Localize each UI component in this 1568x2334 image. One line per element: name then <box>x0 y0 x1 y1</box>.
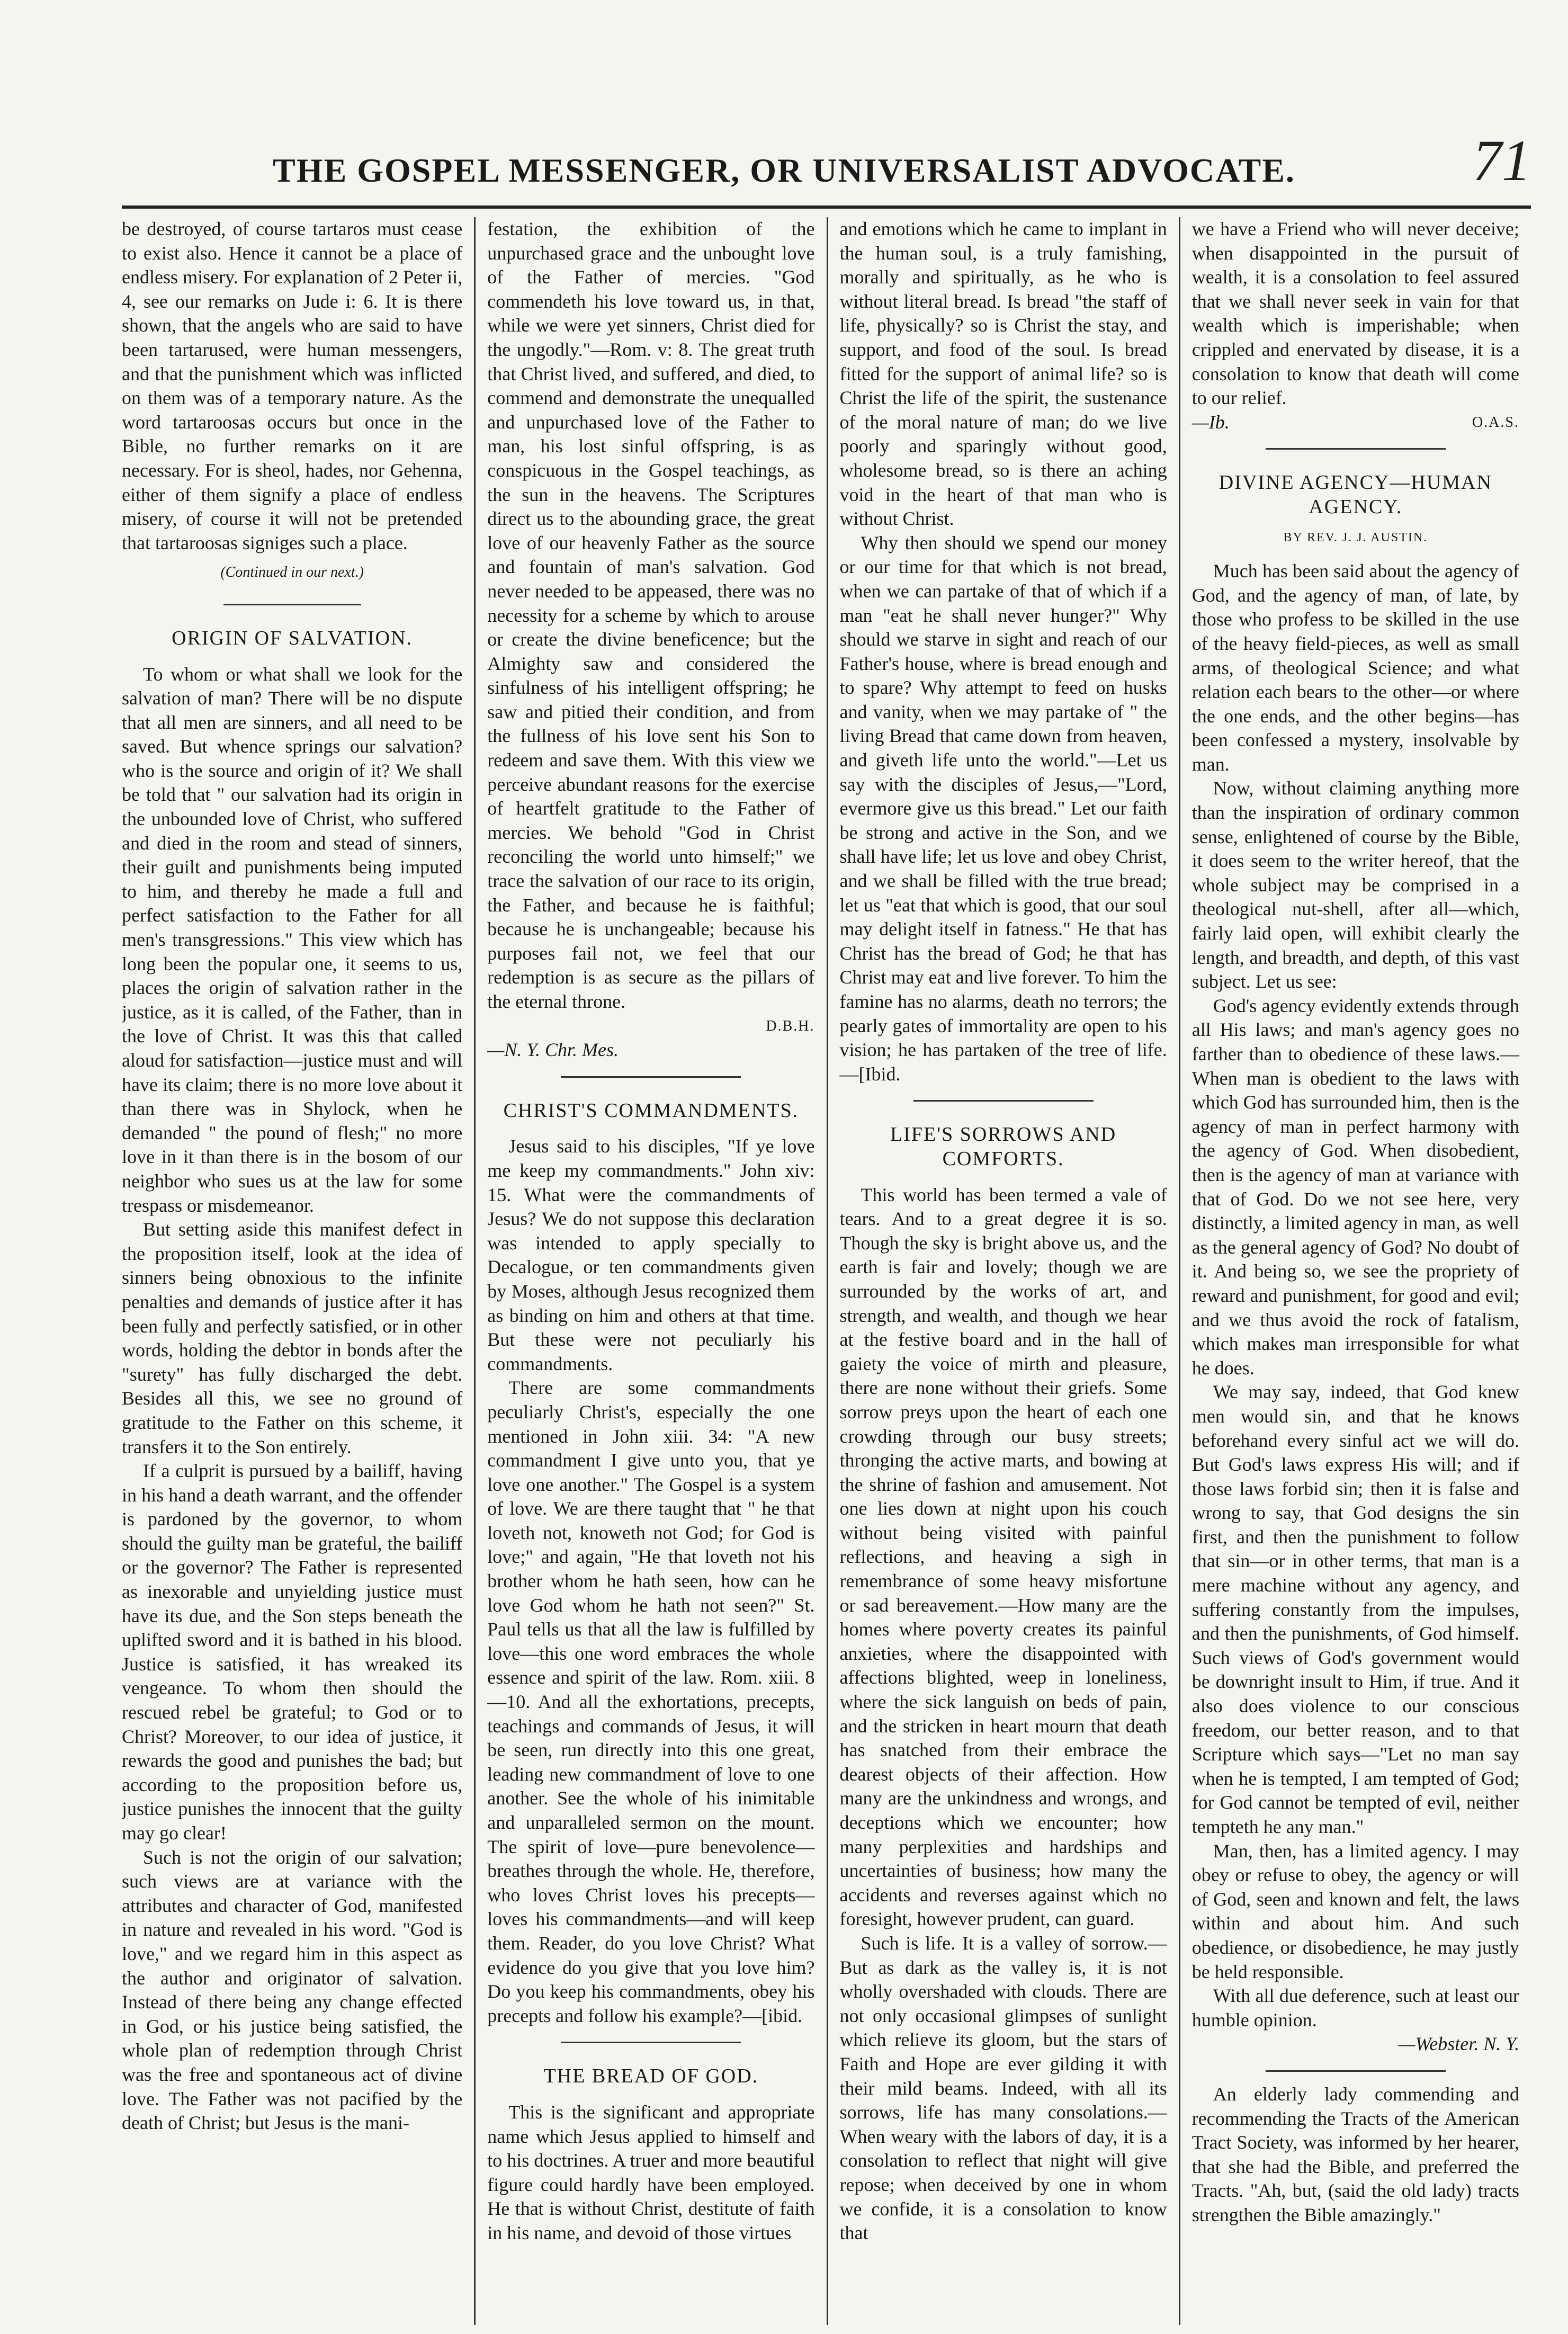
section-divider <box>1266 2070 1446 2072</box>
paragraph: Why then should we spend our money or our time for that which is not bread, when we can partake of that of which if a man "eat he shall never hunger?" Why should we starve in sight and reach of our Father's house, where is bread enough and to spare? Why attempt to feed on husks and vanity, when we may partake of " the living Bread that came down from heaven, and giveth life unto the world."—Let us say with the disciples of Jesus,—"Lord, evermore give us this bread." Let our faith be strong and active in the Son, and we shall have life; let us love and obey Christ, and we shall be filled with the true bread; let us "eat that which is good, that our soul may delight itself in fatness." He that has Christ has the bread of God; he that has Christ may eat and live forever. To him the famine has no alarms, death no terrors; the pearly gates of immortality are open to his vision; he has partaken of the tree of life.—[Ibid. <box>839 532 1167 1085</box>
heading-lifes-sorrows: LIFE'S SORROWS AND COMFORTS. <box>890 1123 1117 1170</box>
article-columns <box>122 217 1531 2325</box>
credit-line <box>1192 410 1519 435</box>
heading-origin-of-salvation: ORIGIN OF SALVATION. <box>172 627 413 649</box>
paragraph: festation, the exhibition of the unpurchased grace and the unbought love of the Father of mercies. "God commendeth his love toward us, in that, while we were yet sinners, Christ died for the ungodly."—Rom. v: 8. The great truth that Christ lived, and suffered, and died, to commend and demonstrate the unequalled and unpurchased love of the Father to man, his lost sinful offspring, is as conspicuous in the Gospel teachings, as the sun in the heavens. The Scriptures direct us to the abounding grace, the great love of our heavenly Father as the source and fountain of man's salvation. God never needed to be appeased, there was no necessity for a scheme by which to arouse or create the divine beneficence; but the Almighty saw and considered the sinfulness of his intelligent offspring; he saw and pitied their condition, and from the fullness of his love sent his Son to redeem and save them. With this view we perceive abundant reasons for the exercise of heartfelt gratitude to the Father of mercies. We behold "God in Christ reconciling the world unto himself;" we trace the salvation of our race to its origin, the Father, and because he is faithful; because he is unchangeable; because his purposes fail not, we feel that our redemption is as secure as the pillars of the eternal throne. <box>487 218 815 1012</box>
section-divider <box>223 598 361 605</box>
source-credit: —Webster. N. Y. <box>1398 2033 1519 2055</box>
paragraph: and emotions which he came to implant in the human soul, is a truly famishing, morally and spiritually, as he who is without literal bread. Is bread "the staff of life, physically? so is Christ the stay, and support, and food of the soul. Is bread fitted for the support of animal life? so is Christ the life of the spirit, the sustenance of the moral nature of man; do we live poorly and sparingly without good, wholesome bread, so is there an aching void in the heart of that man who is without Christ. <box>839 218 1167 530</box>
paragraph: Jesus said to his disciples, "If ye love me keep my commandments." John xiv: 15. What were the commandments of Jesus? We do not suppose this declaration was intended to apply specially to Decalogue, or ten commandments given by Moses, although Jesus recognized them as binding on him and others at that time. But these were not peculiarly his commandments. <box>487 1135 815 1374</box>
heading-divine-agency: DIVINE AGENCY—HUMAN AGENCY. <box>1218 471 1492 518</box>
section-divider <box>913 1100 1094 1102</box>
column-2 <box>474 217 826 2325</box>
paragraph: Such is not the origin of our salvation; such views are at variance with the attributes and character of God, manifested in nature and revealed in his word. "God is love," and we regard him in this aspect as the author and originator of salvation. Instead of there being any change effected in God, or his justice being satisfied, the whole plan of redemption through Christ was the free and spontaneous act of divine love. The Father was not pacified by the death of Christ; but Jesus is the mani- <box>122 1846 463 2134</box>
column-4 <box>1179 217 1531 2325</box>
author-initials: D.B.H. <box>766 1017 815 1034</box>
author-initials: O.A.S. <box>1472 414 1519 431</box>
column-3 <box>827 217 1179 2325</box>
paragraph: There are some commandments peculiarly Christ's, especially the one mentioned in John xiii. 34: "A new commandment I give unto you, that ye love one another." The Gospel is a system of love. We are there taught that " he that loveth not, knoweth not God; for God is love;" and again, "He that loveth not his brother whom he hath seen, how can he love God whom he hath not seen?" St. Paul tells us that all the law is fulfilled by love—this one word embraces the whole essence and spirit of the law. Rom. xiii. 8—10. And all the exhortations, precepts, teachings and commands of Jesus, it will be seen, run directly into this one great, leading new commandment of love to one another. See the whole of his inimitable and unparalleled sermon on the mount. The spirit of love—pure benevolence—breathes through the whole. He, therefore, who loves Christ loves his precepts—loves his commandments—and will keep them. Reader, do you love Christ? What evidence do you give that you love him? Do you keep his commandments, obey his precepts and follow his example?—[ibid. <box>487 1377 815 2026</box>
paragraph: Man, then, has a limited agency. I may obey or refuse to obey, the agency or will of God, seen and known and felt, the laws within and about him. And such obedience, or disobedience, he may justly be held responsible. <box>1191 1840 1519 1982</box>
continued-note: (Continued in our next.) <box>220 564 364 581</box>
source-credit: —N. Y. Chr. Mes. <box>487 1039 619 1061</box>
masthead-rule <box>122 205 1531 209</box>
paragraph: be destroyed, of course tartaros must cease to exist also. Hence it cannot be a place of endless misery. For explanation of 2 Peter ii, 4, see our remarks on Jude i: 6. It is there shown, that the angels who are said to have been tartarused, were human messengers, and that the punishment which was inflicted on them was of a temporary nature. As the word tartaroosas occurs but once in the Bible, no further remarks on it are necessary. For is sheol, hades, nor Gehenna, either of them signify a place of endless misery, of course it will not be pretended that tartaroosas signiges such a place. <box>122 218 463 553</box>
heading-bread-of-god: THE BREAD OF GOD. <box>543 2065 759 2088</box>
paragraph: We may say, indeed, that God knew men would sin, and that he knows beforehand every sinful act we will do. But God's laws express His will; and if those laws forbid sin; then it is false and wrong to say, that God designs the sin first, and then the punishment to follow that sin—or in other terms, that man is a mere machine without any agency, and suffering constantly from the impulses, and then the punishments, of God himself. Such views of God's government would be downright insult to Him, if true. And it also does violence to our conscious freedom, our better reason, and to that Scripture which says—"Let no man say when he is tempted, I am tempted of God; for God cannot be tempted of evil, neither tempteth he any man." <box>1191 1381 1519 1837</box>
section-divider <box>561 2042 741 2043</box>
paragraph: To whom or what shall we look for the salvation of man? There will be no dispute that all men are sinners, and all need to be saved. But whence springs our salvation? who is the source and origin of it? We shall be told that " our salvation had its origin in the unbounded love of Christ, who suffered and died in the room and stead of sinners, their guilt and punishments being imputed to him, and thereby he made a full and perfect satisfaction to the Father for all men's transgressions." This view which has long been the popular one, it seems to us, places the origin of salvation rather in the justice, as it is called, of the Father, than in the love of Christ. It was this that called aloud for satisfaction—justice must and will have its claim; there is no more love about it than there was in Shylock, when he demanded " the pound of flesh;" no more love in it than there is in the bosom of our neighbor who sues us at the law for some trespass or misdemeanor. <box>122 663 463 1216</box>
section-divider <box>561 1076 741 1078</box>
paragraph: we have a Friend who will never deceive; when disappointed in the pursuit of wealth, it is a consolation to feel assured that we shall never seek in vain for that wealth which is imperishable; when crippled and enervated by disease, it is a consolation to know that death will come to our relief. <box>1191 218 1519 409</box>
paragraph: This is the significant and appropriate name which Jesus applied to himself and to his doctrines. A truer and more beautiful figure could hardly have been employed. He that is without Christ, destitute of faith in his name, and devoid of those virtues <box>487 2101 815 2243</box>
column-1 <box>122 217 474 2325</box>
source-credit: —Ib. <box>1191 411 1230 433</box>
paragraph: If a culprit is pursued by a bailiff, having in his hand a death warrant, and the offender is pardoned by the governor, to whom should the guilty man be grateful, the bailiff or the governor? The Father is represented as inexorable and unyielding justice must have its due, and the Son steps beneath the uplifted sword and it is bathed in his blood. Justice is satisfied, it has wreaked its vengeance. To whom then should the rescued rebel be grateful; to God or to Christ? Moreover, to our idea of justice, it rewards the good and punishes the bad; but according to the proposition before us, justice punishes the innocent that the guilty may go clear! <box>122 1460 463 1844</box>
heading-christs-commandments: CHRIST'S COMMANDMENTS. <box>503 1099 799 1122</box>
masthead-title: THE GOSPEL MESSENGER, OR UNIVERSALIST ADVOCATE. <box>273 151 1295 189</box>
paragraph: Much has been said about the agency of God, and the agency of man, of late, by those who profess to be skilled in the use of the heavy field-pieces, as well as small arms, of theological Science; and what relation each bears to the other—or where the one ends, and the other begins—has been confessed a mystery, insolvable by man. <box>1191 560 1519 775</box>
paragraph: But setting aside this manifest defect in the proposition itself, look at the idea of sinners being obnoxious to the infinite penalties and demands of justice after it has been fully and perfectly satisfied, or in other words, holding the debtor in bonds after the "surety" has fully discharged the debt. Besides all this, we see no ground of gratitude to the Father on this scheme, it transfers it to the Son entirely. <box>122 1219 463 1457</box>
byline: BY REV. J. J. AUSTIN. <box>1283 530 1428 544</box>
paragraph: Now, without claiming anything more than the inspiration of ordinary common sense, enlightened of course by the Bible, it does seem to the writer hereof, that the whole subject may be comprised in a theological nut-shell, after all—which, fairly laid open, will exhibit clearly the length, and breadth, and depth, of this vast subject. Let us see: <box>1191 777 1519 992</box>
page-number: 71 <box>1473 128 1531 193</box>
section-divider <box>1266 448 1446 450</box>
paragraph: Such is life. It is a valley of sorrow.—But as dark as the valley is, it is not wholly overshaded with clouds. There are not only occasional glimpses of sunlight which relieve its gloom, but the stars of Faith and Hope are ever gilding it with their mild beams. Indeed, with all its sorrows, life has many consolations.—When weary with the labors of day, it is a consolation to reflect that night will give repose; when deceived by one in whom we confide, it is a consolation to know that <box>839 1932 1167 2244</box>
paragraph: An elderly lady commending and recommending the Tracts of the American Tract Society, was informed by her hearer, that she had the Bible, and preferred the Tracts. "Ah, but, (said the old lady) tracts strengthen the Bible amazingly." <box>1191 2083 1519 2225</box>
paragraph: God's agency evidently extends through all His laws; and man's agency goes no farther than to obedience of these laws.—When man is obedient to the laws with which God has surrounded him, then is the agency of man in perfect harmony with the agency of God. When disobedient, then is the agency of man at variance with that of God. Do we not see here, very distinctly, a limited agency in man, as well as the general agency of God? No doubt of it. And being so, we see the propriety of reward and punishment, for good and evil; and we thus avoid the rock of fatalism, which makes man irresponsible for what he does. <box>1191 995 1519 1379</box>
paragraph: With all due deference, such at least our humble opinion. <box>1191 1985 1519 2031</box>
paragraph: This world has been termed a vale of tears. And to a great degree it is so. Though the sky is bright above us, and the earth is fair and lovely; though we are surrounded by the works of art, and strength, and wealth, and though we hear at the festive board and in the hall of gaiety the voice of mirth and pleasure, there are none without their griefs. Some sorrow preys upon the heart of each one crowding through our busy streets; thronging the active marts, and bowing at the shrine of fashion and amusement. Not one lies down at night upon his couch without being visited with painful reflections, and heaving a sigh in remembrance of some heavy misfortune or sad bereavement.—How many are the homes where poverty creates its painful anxieties, where the disappointed with affections blighted, weep in loneliness, where the sick languish on beds of pain, and the stricken in heart mourn that death has snatched from their embrace the dearest objects of their affection. How many are the unkindness and wrongs, and deceptions which we encounter; how many perplexities and hardships and uncertainties of business; how many the accidents and reverses against which no foresight, however prudent, can guard. <box>839 1184 1167 1930</box>
